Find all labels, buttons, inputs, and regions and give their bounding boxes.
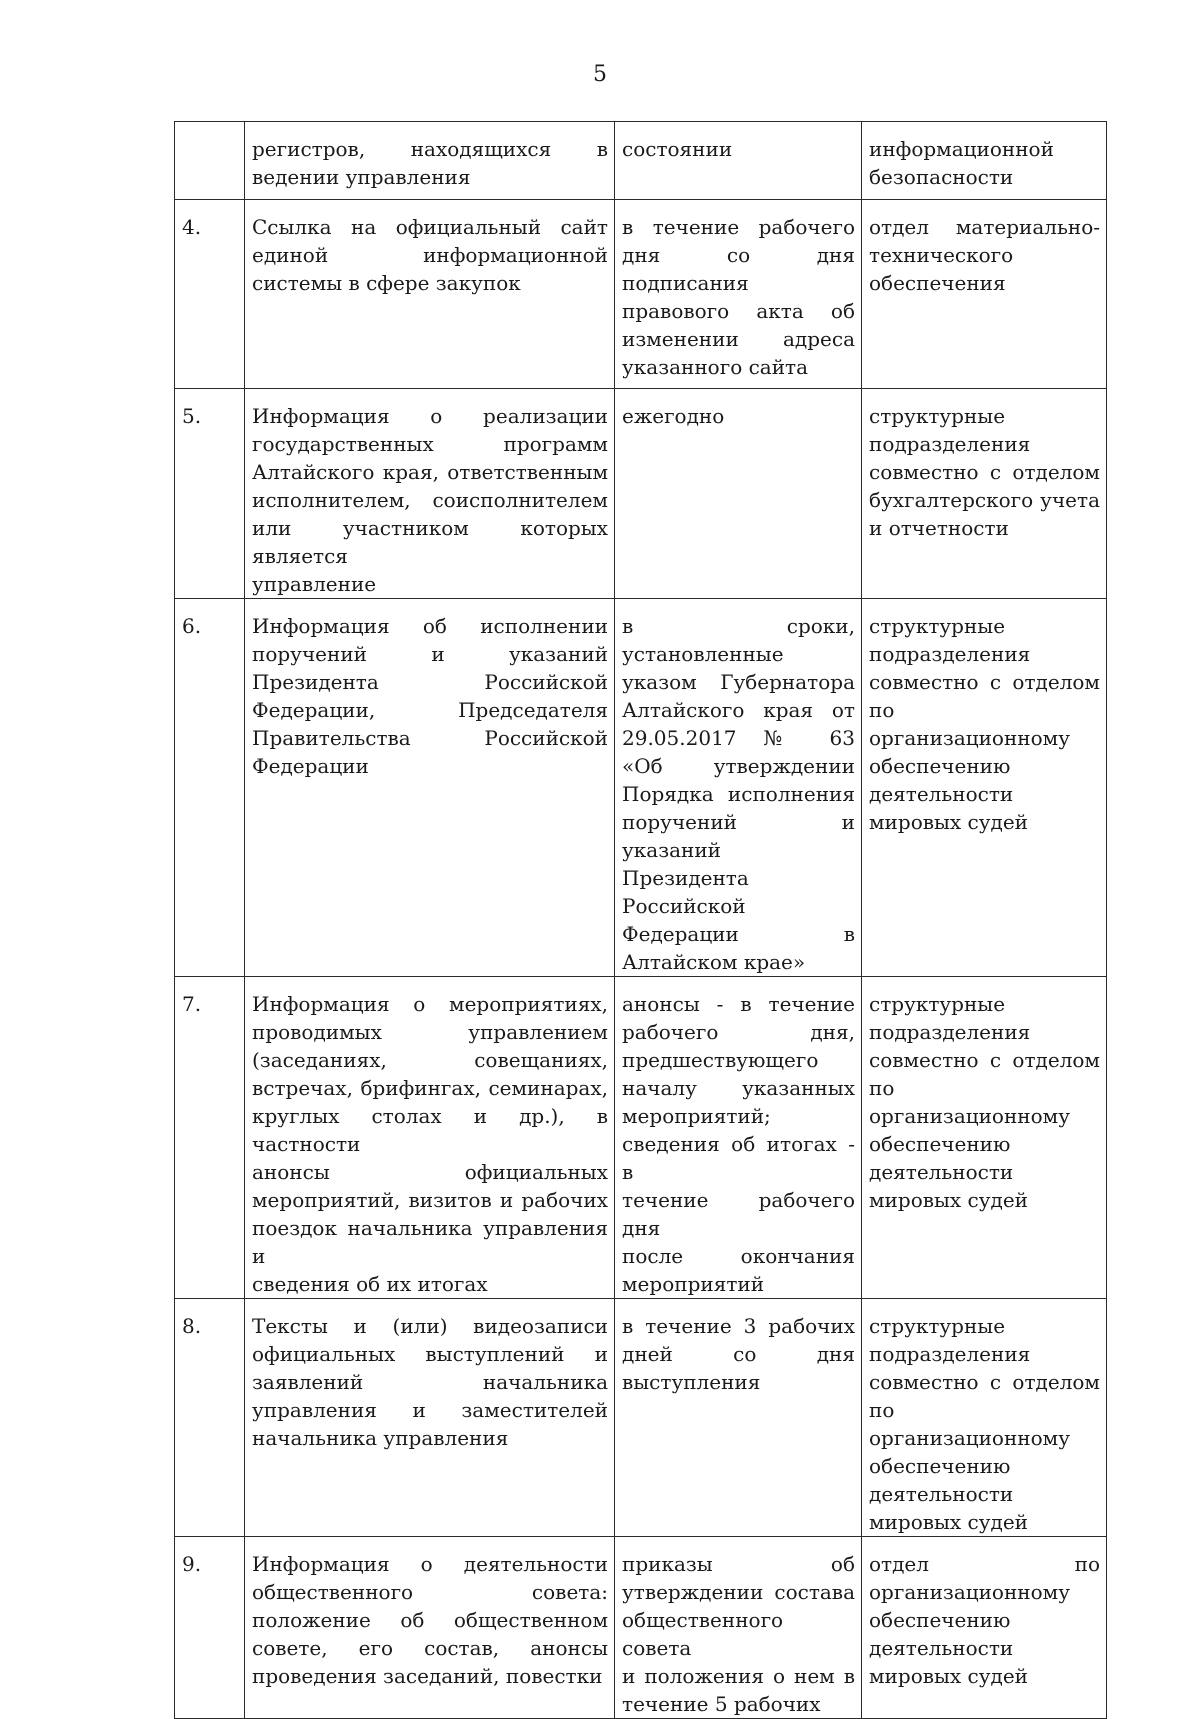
responsible-line: структурные <box>869 614 1006 638</box>
term-line: правового акта об <box>622 299 855 323</box>
info-line: исполнителем, соисполнителем <box>252 488 608 512</box>
responsible-line: совместно с отделом <box>869 670 1100 694</box>
info-line: или участником которых является <box>252 516 608 568</box>
info-line: Ссылка на официальный сайт <box>252 215 608 239</box>
table-row <box>175 977 1107 1299</box>
term-line: выступления <box>622 1370 761 1394</box>
info-line: единой информационной <box>252 243 608 267</box>
term-cell <box>615 599 862 977</box>
info-line: мероприятий, визитов и рабочих <box>252 1188 608 1212</box>
info-line: Алтайского края, ответственным <box>252 460 608 484</box>
info-line: официальных выступлений и <box>252 1342 608 1366</box>
row-number-cell: 9. <box>175 1537 245 1719</box>
info-line: положение об общественном <box>252 1608 608 1632</box>
responsible-line: отдел по <box>869 1552 1100 1576</box>
responsible-cell <box>862 977 1107 1299</box>
info-line: начальника управления <box>252 1426 509 1450</box>
responsible-line: обеспечению <box>869 754 1011 778</box>
responsible-cell <box>862 389 1107 599</box>
term-line: течение 5 рабочих <box>622 1692 821 1716</box>
table-row <box>175 200 1107 389</box>
term-line: Порядка исполнения <box>622 782 855 806</box>
responsible-line: деятельности <box>869 1482 1014 1506</box>
info-line: общественного совета: <box>252 1580 608 1604</box>
info-line: Федерации, Председателя <box>252 698 608 722</box>
table-row <box>175 1537 1107 1719</box>
responsible-line: и отчетности <box>869 516 1009 540</box>
info-line: анонсы официальных <box>252 1160 608 1184</box>
info-line: Правительства Российской <box>252 726 608 750</box>
term-line: общественного совета <box>622 1608 784 1660</box>
responsible-line: совместно с отделом <box>869 1370 1100 1394</box>
term-cell <box>615 1537 862 1719</box>
term-line: установленные <box>622 642 784 666</box>
term-line: рабочего дня, <box>622 1020 855 1044</box>
info-line: круглых столах и др.), в частности <box>252 1104 608 1156</box>
responsible-line: подразделения <box>869 642 1031 666</box>
information-table <box>174 121 1107 1719</box>
responsible-line: по организационному <box>869 1076 1070 1128</box>
info-line: (заседаниях, совещаниях, <box>252 1048 608 1072</box>
responsible-line: обеспечения <box>869 271 1006 295</box>
info-cell <box>245 1299 615 1537</box>
table-row <box>175 122 1107 200</box>
info-line: Информация о реализации <box>252 404 608 428</box>
term-line: приказы об <box>622 1552 855 1576</box>
term-line: течение рабочего дня <box>622 1188 855 1240</box>
responsible-line: обеспечению <box>869 1132 1011 1156</box>
term-cell <box>615 1299 862 1537</box>
term-line: Алтайского края от <box>622 698 855 722</box>
term-line: в сроки, <box>622 614 855 638</box>
term-line: Алтайском крае» <box>622 950 806 974</box>
info-line: встречах, брифингах, семинарах, <box>252 1076 608 1100</box>
responsible-cell <box>862 599 1107 977</box>
term-line: ежегодно <box>622 404 725 428</box>
responsible-line: по организационному <box>869 698 1070 750</box>
row-number-cell: 8. <box>175 1299 245 1537</box>
table-body <box>175 122 1107 1719</box>
term-line: утверждении состава <box>622 1580 855 1604</box>
responsible-line: технического <box>869 243 1014 267</box>
info-cell <box>245 200 615 389</box>
responsible-line: мировых судей <box>869 1188 1028 1212</box>
term-line: изменении адреса <box>622 327 855 351</box>
info-line: Информация об исполнении <box>252 614 608 638</box>
page-number: 5 <box>593 62 607 87</box>
info-cell <box>245 1537 615 1719</box>
responsible-line: по организационному <box>869 1398 1070 1450</box>
info-line: совете, его состав, анонсы <box>252 1636 608 1660</box>
term-cell <box>615 200 862 389</box>
info-line: сведения об их итогах <box>252 1272 488 1296</box>
responsible-line: структурные <box>869 1314 1006 1338</box>
responsible-line: отдел материально- <box>869 215 1100 239</box>
term-line: предшествующего <box>622 1048 819 1072</box>
responsible-line: мировых судей <box>869 1664 1028 1688</box>
term-line: сведения об итогах - в <box>622 1132 855 1184</box>
info-cell <box>245 977 615 1299</box>
responsible-line: совместно с отделом <box>869 1048 1100 1072</box>
responsible-cell <box>862 1299 1107 1537</box>
info-cell <box>245 599 615 977</box>
responsible-line: мировых судей <box>869 1510 1028 1534</box>
responsible-cell <box>862 200 1107 389</box>
row-number-cell: 7. <box>175 977 245 1299</box>
term-line: в течение 3 рабочих <box>622 1314 855 1338</box>
responsible-line: обеспечению <box>869 1454 1011 1478</box>
term-line: подписания <box>622 271 749 295</box>
info-line: управления и заместителей <box>252 1398 608 1422</box>
info-line: управление <box>252 572 377 596</box>
table-row <box>175 1299 1107 1537</box>
info-line: проведения заседаний, повестки <box>252 1664 603 1688</box>
responsible-line: организационному <box>869 1580 1070 1604</box>
term-cell <box>615 122 862 200</box>
term-cell <box>615 389 862 599</box>
responsible-line: обеспечению <box>869 1608 1011 1632</box>
responsible-cell <box>862 122 1107 200</box>
term-line: Федерации в <box>622 922 855 946</box>
info-line: ведении управления <box>252 165 471 189</box>
info-cell <box>245 122 615 200</box>
info-line: Информация о деятельности <box>252 1552 608 1576</box>
info-line: Президента Российской <box>252 670 608 694</box>
info-line: поручений и указаний <box>252 642 608 666</box>
term-cell <box>615 977 862 1299</box>
responsible-line: мировых судей <box>869 810 1028 834</box>
term-line: Российской <box>622 894 746 918</box>
table-row <box>175 389 1107 599</box>
responsible-line: структурные <box>869 992 1006 1016</box>
info-line: регистров, находящихся в <box>252 137 608 161</box>
term-line: анонсы - в течение <box>622 992 855 1016</box>
term-line: мероприятий <box>622 1272 765 1296</box>
responsible-line: структурные <box>869 404 1006 428</box>
info-line: государственных программ <box>252 432 608 456</box>
info-line: Информация о мероприятиях, <box>252 992 608 1016</box>
info-line: заявлений начальника <box>252 1370 608 1394</box>
info-line: проводимых управлением <box>252 1020 608 1044</box>
info-line: поездок начальника управления и <box>252 1216 608 1268</box>
responsible-line: информационной <box>869 137 1054 161</box>
info-line: системы в сфере закупок <box>252 271 521 295</box>
responsible-line: подразделения <box>869 1342 1031 1366</box>
row-number-cell: 5. <box>175 389 245 599</box>
term-line: 29.05.2017 № 63 <box>622 726 855 750</box>
row-number-cell: 6. <box>175 599 245 977</box>
row-number-cell <box>175 122 245 200</box>
term-line: дня со дня <box>622 243 855 267</box>
responsible-line: деятельности <box>869 1636 1014 1660</box>
term-line: в течение рабочего <box>622 215 855 239</box>
info-cell <box>245 389 615 599</box>
term-line: указом Губернатора <box>622 670 855 694</box>
responsible-line: деятельности <box>869 1160 1014 1184</box>
term-line: состоянии <box>622 137 733 161</box>
row-number-cell: 4. <box>175 200 245 389</box>
responsible-line: бухгалтерского учета <box>869 488 1100 512</box>
responsible-line: подразделения <box>869 432 1031 456</box>
responsible-line: деятельности <box>869 782 1014 806</box>
term-line: «Об утверждении <box>622 754 855 778</box>
responsible-line: подразделения <box>869 1020 1031 1044</box>
term-line: Президента <box>622 866 749 890</box>
term-line: указанного сайта <box>622 355 809 379</box>
info-line: Федерации <box>252 754 369 778</box>
term-line: после окончания <box>622 1244 855 1268</box>
term-line: и положения о нем в <box>622 1664 855 1688</box>
term-line: мероприятий; <box>622 1104 771 1128</box>
responsible-line: безопасности <box>869 165 1014 189</box>
term-line: дней со дня <box>622 1342 855 1366</box>
responsible-line: совместно с отделом <box>869 460 1100 484</box>
responsible-cell <box>862 1537 1107 1719</box>
table-row <box>175 599 1107 977</box>
term-line: началу указанных <box>622 1076 855 1100</box>
info-line: Тексты и (или) видеозаписи <box>252 1314 608 1338</box>
term-line: поручений и указаний <box>622 810 855 862</box>
